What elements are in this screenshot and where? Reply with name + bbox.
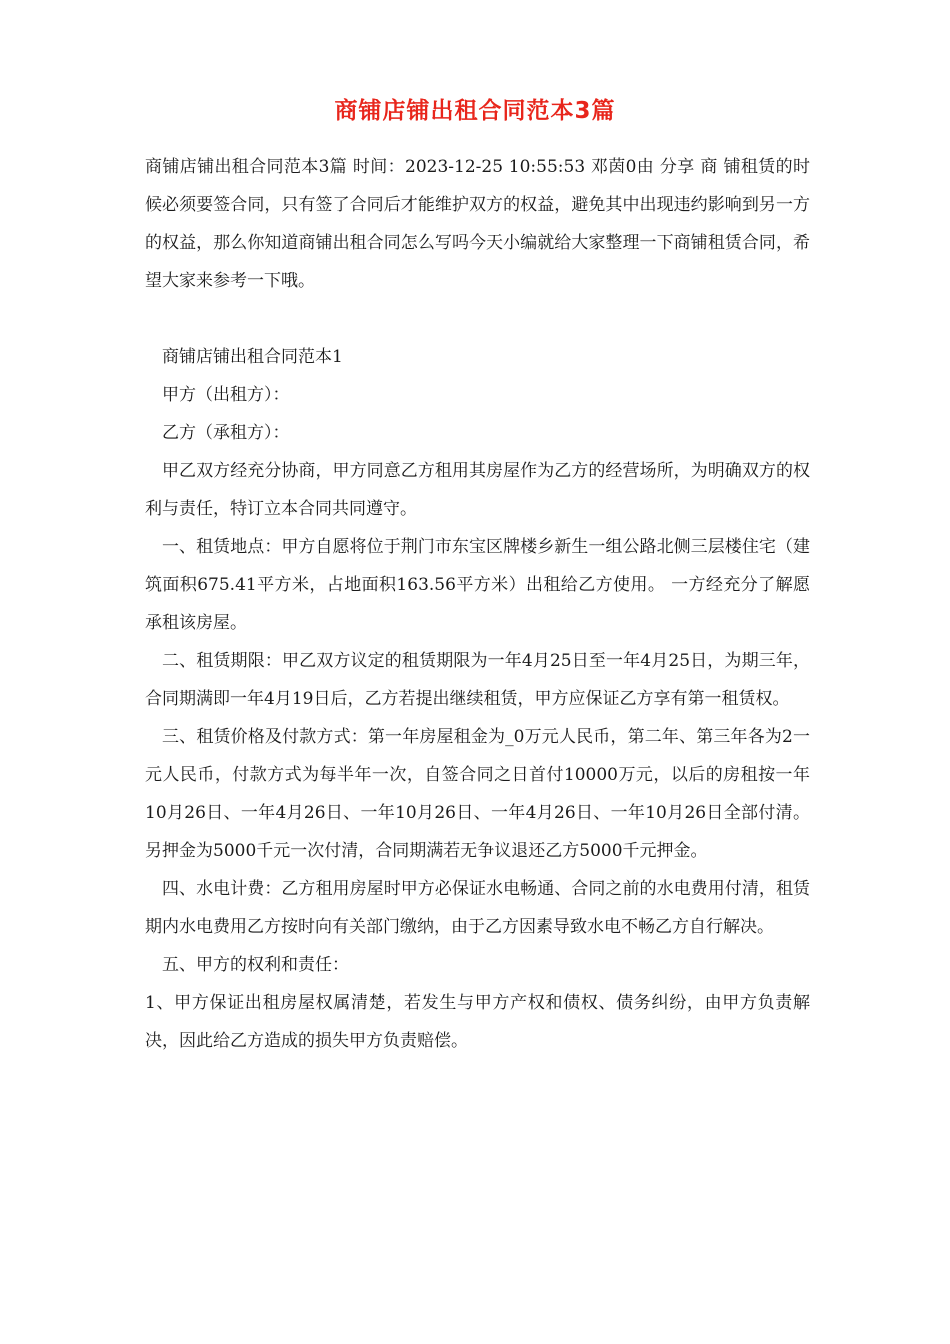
document-body <box>145 148 810 1060</box>
clause-location: 一、租赁地点：甲方自愿将位于荆门市东宝区牌楼乡新生一组公路北侧三层楼住宅（建筑面积675.41平方米，占地面积163.56平方米）出租给乙方使用。 一方经充分了解愿承租该房屋。 <box>145 537 810 633</box>
clause-price: 三、租赁价格及付款方式：第一年房屋租金为_0万元人民币，第二年、第三年各为2一元人民币，付款方式为每半年一次，自签合同之日首付10000万元，以后的房租按一年10月26日、一年4月26日、一年10月26日、一年4月26日、一年10月26日全部付清。另押金为5000千元一次付清，合同期满若无争议退还乙方5000千元押金。 <box>145 727 810 861</box>
clause-lessor-rights: 五、甲方的权利和责任： <box>162 955 349 975</box>
intro-paragraph: 商铺店铺出租合同范本3篇 时间：2023-12-25 10:55:53 邓茵0由 分享 商 铺租赁的时候必须要签合同，只有签了合同后才能维护双方的权益，避免其中出现违约影响到另一方的权益，那么你知道商铺出租合同怎么写吗今天小编就给大家整理一下商铺租赁合同，希望大家来参考一下哦。 <box>145 157 810 291</box>
party-b-line: 乙方（承租方）： <box>162 423 290 443</box>
document-title: 商铺店铺出租合同范本3篇 <box>334 98 616 124</box>
subclause-1: 1、甲方保证出租房屋权属清楚，若发生与甲方产权和债权、债务纠纷，由甲方负责解决，因此给乙方造成的损失甲方负责赔偿。 <box>145 993 810 1051</box>
agreement-paragraph: 甲乙双方经充分协商，甲方同意乙方租用其房屋作为乙方的经营场所，为明确双方的权利与责任，特订立本合同共同遵守。 <box>145 461 810 519</box>
party-a-line: 甲方（出租方）： <box>162 385 290 405</box>
clause-utilities: 四、水电计费：乙方租用房屋时甲方必保证水电畅通、合同之前的水电费用付清，租赁期内水电费用乙方按时向有关部门缴纳，由于乙方因素导致水电不畅乙方自行解决。 <box>145 879 810 937</box>
clause-term: 二、租赁期限：甲乙双方议定的租赁期限为一年4月25日至一年4月25日，为期三年，合同期满即一年4月19日后，乙方若提出继续租赁，甲方应保证乙方享有第一租赁权。 <box>145 651 810 709</box>
contract-heading: 商铺店铺出租合同范本1 <box>162 347 343 367</box>
